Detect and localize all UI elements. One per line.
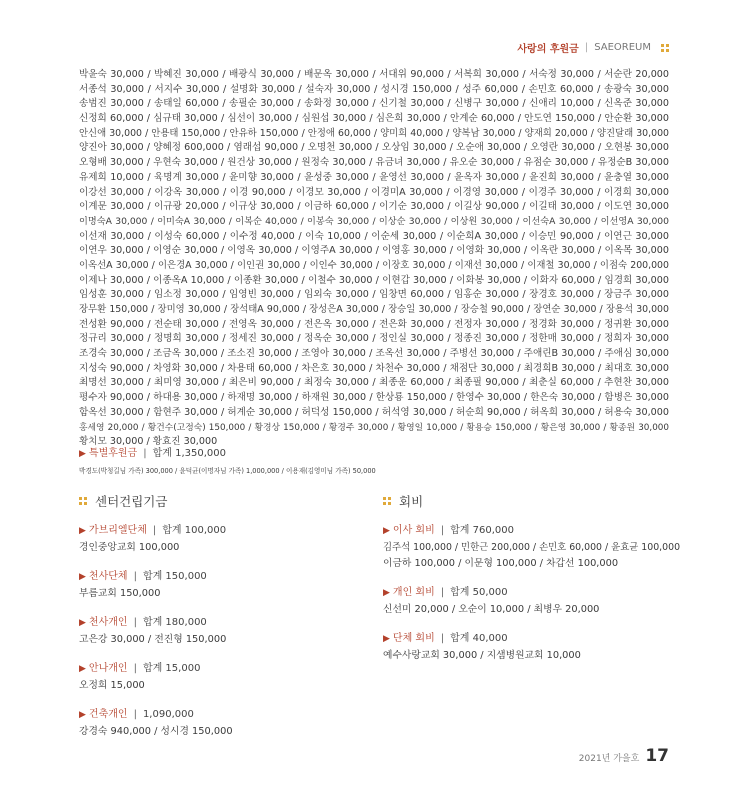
donor-line: 서종석 30,000 / 서지수 30,000 / 설명화 30,000 / 설숙자 30,000 / 성시경 150,000 / 성주 60,000 / 손민호 60,000 / 송광숙 30,000	[79, 83, 669, 95]
donor-line: 유제희 10,000 / 육명계 30,000 / 윤미향 30,000 / 윤성중 30,000 / 윤영선 30,000 / 윤옥자 30,000 / 윤진희 30,000 / 윤충열 30,000	[79, 171, 669, 183]
category-entries: 오정희 15,000	[79, 680, 145, 691]
donor-line: 평수자 90,000 / 하대용 30,000 / 하재명 30,000 / 하재원 30,000 / 한상룡 150,000 / 한영수 30,000 / 한은숙 30,000 / 함병은 30,000	[79, 392, 669, 404]
category-name: 천사단체	[88, 571, 128, 582]
donor-line: 신정희 60,000 / 심규태 30,000 / 심선이 30,000 / 심원섭 30,000 / 심은희 30,000 / 안계순 60,000 / 안도연 150,000 / 안순환 30,000	[79, 113, 669, 125]
category-total: 합계 100,000	[162, 525, 227, 536]
category-name: 천사개인	[88, 617, 128, 628]
category-entries: 박경도(박청길님 가족) 300,000 / 윤덕균(이명자님 가족) 1,000,000 / 이용재(김영미님 가족) 50,000	[79, 467, 376, 475]
donor-line: 정규리 30,000 / 정명희 30,000 / 정세진 30,000 / 정옥순 30,000 / 정인실 30,000 / 정종진 30,000 / 정한매 30,000 / 정희자 30,000	[79, 333, 669, 345]
category-group	[79, 662, 233, 693]
divider: |	[133, 571, 137, 582]
donor-line: 황치모 30,000 / 황효진 30,000	[79, 436, 218, 448]
donor-line: 이선재 30,000 / 이성숙 60,000 / 이수정 40,000 / 이숙 10,000 / 이순세 30,000 / 이순희A 30,000 / 이승민 90,000 / 이연근 30,000	[79, 230, 669, 242]
donor-list	[79, 68, 669, 450]
donor-line: 조경숙 30,000 / 조금옥 30,000 / 조소진 30,000 / 조영아 30,000 / 조옥선 30,000 / 주병선 30,000 / 주애린B 30,000 / 주애심 30,000	[79, 348, 669, 360]
divider: |	[152, 525, 157, 536]
donor-line: 이명숙A 30,000 / 이미숙A 30,000 / 이복순 40,000 / 이봉숙 30,000 / 이상순 30,000 / 이상원 30,000 / 이선숙A 30,000 / 이선영A 30,000	[79, 215, 669, 227]
category-heading	[383, 632, 680, 646]
donor-line: 장무환 150,000 / 장미영 30,000 / 장석태A 90,000 / 장성은A 30,000 / 장승일 30,000 / 장승철 90,000 / 장연순 30,000 / 장용석 30,000	[79, 304, 669, 315]
donor-line: 임성훈 30,000 / 임소정 30,000 / 임영빈 30,000 / 임외숙 30,000 / 임창면 60,000 / 임홍순 30,000 / 장경호 30,000 / 장금주 30,000	[79, 289, 669, 301]
donor-line: 이계문 30,000 / 이규광 20,000 / 이규상 30,000 / 이금하 60,000 / 이기순 30,000 / 이길상 90,000 / 이길태 30,000 / 이도연 30,000	[79, 201, 669, 213]
category-heading	[79, 570, 233, 584]
category-total: 합계 180,000	[142, 617, 207, 628]
divider: |	[133, 663, 137, 674]
section-title-text: 센터건립기금	[95, 494, 168, 509]
category-heading	[79, 708, 233, 722]
donor-line: 송범진 30,000 / 송태일 60,000 / 송필순 30,000 / 송화정 30,000 / 신기철 30,000 / 신병구 30,000 / 신애리 10,000 / 신옥준 30,000	[79, 98, 669, 110]
page-header	[517, 40, 669, 55]
edition-label: 2021년 가을호	[578, 754, 640, 764]
category-entries: 신선미 20,000 / 오순이 10,000 / 최병우 20,000	[383, 604, 600, 615]
triangle-right-icon: ▶	[79, 526, 86, 536]
category-heading	[79, 662, 233, 676]
category-total: 합계 150,000	[142, 571, 207, 582]
divider: |	[133, 709, 137, 720]
category-heading	[79, 616, 233, 630]
divider: |	[440, 525, 445, 536]
donor-line: 전성환 90,000 / 전순태 30,000 / 전영옥 30,000 / 전은옥 30,000 / 전은화 30,000 / 전정자 30,000 / 정경화 30,000 / 정귀환 30,000	[79, 318, 669, 330]
divider: |	[143, 448, 147, 459]
category-total: 합계 15,000	[142, 663, 201, 674]
special-donation	[79, 447, 376, 478]
triangle-right-icon: ▶	[79, 710, 86, 720]
donor-line: 안신애 30,000 / 안용태 150,000 / 안유하 150,000 / 안정애 60,000 / 양미희 40,000 / 양복남 30,000 / 양재희 20,000 / 양진달래 30,000	[79, 127, 669, 139]
category-total: 합계 40,000	[450, 633, 508, 644]
category-group	[79, 616, 233, 647]
category-name: 안나개인	[88, 663, 128, 674]
category-entries: 이금하 100,000 / 이문형 100,000 / 차갑선 100,000	[383, 558, 619, 569]
donor-line: 지성숙 90,000 / 차영화 30,000 / 차용태 60,000 / 차은호 30,000 / 차천수 30,000 / 채점단 30,000 / 최경희B 30,000 / 최대호 30,000	[79, 362, 669, 374]
page-number: 17	[645, 746, 669, 766]
triangle-right-icon: ▶	[383, 526, 390, 536]
category-group	[383, 632, 680, 663]
section-title-membership-fee	[383, 492, 423, 510]
triangle-right-icon: ▶	[383, 588, 390, 598]
membership-fee-column	[383, 524, 680, 678]
triangle-right-icon: ▶	[79, 572, 86, 582]
category-name: 가브리엘단체	[88, 525, 147, 536]
section-title-building-fund	[79, 492, 167, 510]
category-group	[383, 524, 680, 571]
donor-line: 이강선 30,000 / 이강옥 30,000 / 이경 90,000 / 이경모 30,000 / 이경미A 30,000 / 이경영 30,000 / 이경주 30,000 / 이경희 30,000	[79, 186, 669, 198]
dots-icon	[79, 497, 87, 505]
category-name: 건축개인	[88, 709, 128, 720]
category-heading	[79, 447, 376, 461]
category-heading	[383, 524, 680, 538]
category-total: 1,090,000	[142, 709, 194, 720]
category-entries: 예수사랑교회 30,000 / 지샘병원교회 10,000	[383, 650, 581, 661]
page-footer	[579, 746, 669, 766]
category-name: 개인 회비	[392, 587, 435, 598]
donor-line: 이옥선A 30,000 / 이은경A 30,000 / 이인권 30,000 / 이인수 30,000 / 이장호 30,000 / 이재선 30,000 / 이재철 30,000 / 이점숙 200,000	[79, 259, 669, 271]
category-entries: 고은강 30,000 / 전진형 150,000	[79, 634, 227, 645]
category-entries: 부름교회 150,000	[79, 588, 161, 599]
dots-icon	[383, 497, 391, 505]
category-entries: 강경숙 940,000 / 성시경 150,000	[79, 726, 233, 737]
donor-line: 함옥선 30,000 / 함현주 30,000 / 허계순 30,000 / 허덕성 150,000 / 허석영 30,000 / 허순희 90,000 / 허옥희 30,000 / 허용숙 30,000	[79, 406, 669, 418]
category-group	[79, 708, 233, 739]
section-title-text: 회비	[399, 494, 424, 509]
header-separator: |	[584, 42, 589, 53]
donor-line: 오형배 30,000 / 우현숙 30,000 / 원건상 30,000 / 원정숙 30,000 / 유금녀 30,000 / 유오순 30,000 / 유점순 30,000 / 유정순B 30,000	[79, 157, 669, 169]
divider: |	[440, 633, 445, 644]
header-title: 사랑의 후원금	[517, 44, 579, 55]
header-brand: SAEOREUM	[594, 42, 651, 53]
category-name: 이사 회비	[392, 525, 435, 536]
donor-line: 이연우 30,000 / 이영순 30,000 / 이영옥 30,000 / 이영주A 30,000 / 이영홍 30,000 / 이영화 30,000 / 이옥란 30,000 / 이옥목 30,000	[79, 245, 669, 257]
category-name: 특별후원금	[88, 448, 138, 459]
donor-line: 양진아 30,000 / 양혜정 600,000 / 염래섭 90,000 / 오명천 30,000 / 오상임 30,000 / 오순애 30,000 / 오영란 30,000 / 오현봉 30,000	[79, 142, 669, 154]
category-group	[79, 570, 233, 601]
triangle-right-icon: ▶	[383, 634, 390, 644]
donor-line: 최명선 30,000 / 최미영 30,000 / 최은비 90,000 / 최정숙 30,000 / 최종운 60,000 / 최종필 90,000 / 최춘실 60,000 / 추현찬 30,000	[79, 377, 669, 389]
triangle-right-icon: ▶	[79, 618, 86, 628]
category-total: 합계 760,000	[450, 525, 514, 536]
donor-line: 홍세영 20,000 / 황건수(고정숙) 150,000 / 황경상 150,000 / 황경주 30,000 / 황영일 10,000 / 황용승 150,000 / 황은영 30,000 / 황종원 30,000	[79, 422, 669, 433]
category-heading	[79, 524, 233, 538]
triangle-right-icon: ▶	[79, 664, 86, 674]
donor-line: 박윤숙 30,000 / 박혜진 30,000 / 배광식 30,000 / 배문옥 30,000 / 서대위 90,000 / 서복희 30,000 / 서숙정 30,000 / 서순란 20,000	[79, 69, 669, 80]
category-total: 합계 1,350,000	[152, 448, 227, 459]
donor-line: 이제나 30,000 / 이종옥A 10,000 / 이종환 30,000 / 이철수 30,000 / 이현갑 30,000 / 이화봉 30,000 / 이화자 60,000 / 임경희 30,000	[79, 274, 669, 286]
category-name: 단체 회비	[392, 633, 435, 644]
category-total: 합계 50,000	[450, 587, 508, 598]
divider: |	[133, 617, 137, 628]
triangle-right-icon: ▶	[79, 449, 86, 459]
building-fund-column	[79, 524, 233, 754]
category-entries: 경인중앙교회 100,000	[79, 542, 180, 553]
divider: |	[440, 587, 445, 598]
dots-icon	[661, 44, 669, 52]
category-group	[79, 524, 233, 555]
category-group	[383, 586, 680, 617]
category-heading	[383, 586, 680, 600]
category-entries: 김주석 100,000 / 민한근 200,000 / 손민호 60,000 / 윤효균 100,000	[383, 542, 681, 553]
